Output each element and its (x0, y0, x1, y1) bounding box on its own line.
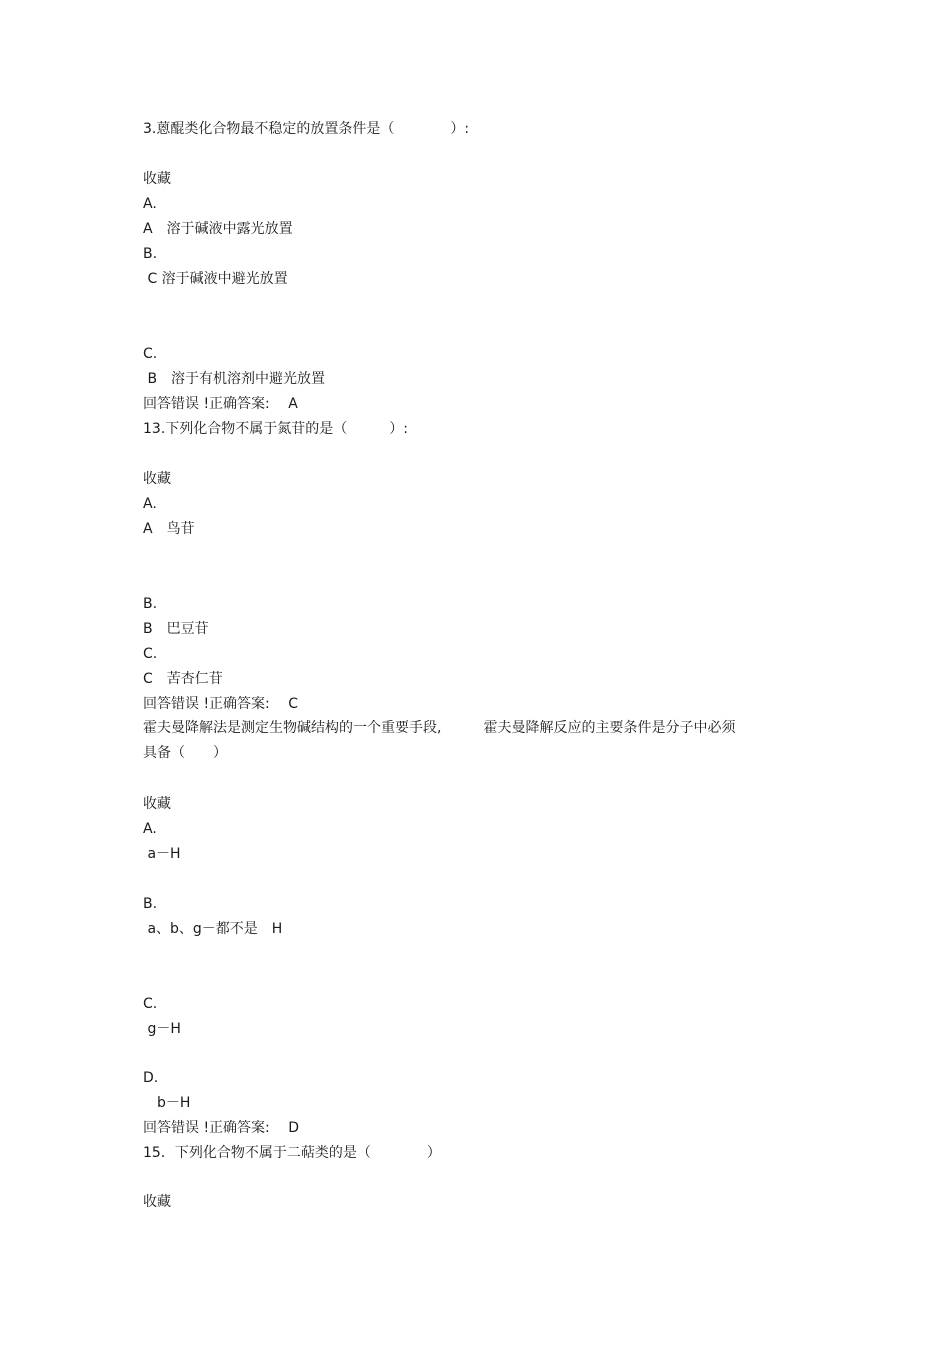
option-text-b: B 巴豆苷 (143, 621, 209, 637)
favorite-link[interactable]: 收藏 (143, 796, 171, 812)
option-text-c: B 溶于有机溶剂中避光放置 (143, 371, 326, 387)
favorite-link[interactable]: 收藏 (143, 171, 171, 187)
option-text-c: C 苦杏仁苷 (143, 671, 223, 687)
option-label-a: A. (143, 821, 157, 837)
option-label-a: A. (143, 496, 157, 512)
option-text-b: a、b、g－都不是 H (143, 921, 283, 937)
option-label-b: B. (143, 596, 158, 612)
option-label-d: D. (143, 1070, 159, 1086)
question-3-stem: 3.蒽醌类化合物最不稳定的放置条件是（ ）: (143, 121, 470, 137)
favorite-link[interactable]: 收藏 (143, 1194, 171, 1210)
option-label-b: B. (143, 246, 158, 262)
option-text-a: a－H (143, 846, 181, 862)
favorite-link[interactable]: 收藏 (143, 471, 171, 487)
option-label-c: C. (143, 646, 158, 662)
option-label-b: B. (143, 896, 158, 912)
option-text-b: C 溶于碱液中避光放置 (143, 271, 288, 287)
answer-feedback: 回答错误 !正确答案: C (143, 696, 299, 712)
answer-feedback: 回答错误 !正确答案: D (143, 1120, 300, 1136)
question-hofmann-stem: 霍夫曼降解法是测定生物碱结构的一个重要手段, 霍夫曼降解反应的主要条件是分子中必须 (143, 720, 736, 736)
question-15-stem: 15．下列化合物不属于二萜类的是（ ） (143, 1145, 441, 1161)
option-label-a: A. (143, 196, 157, 212)
option-label-c: C. (143, 996, 158, 1012)
option-label-c: C. (143, 346, 158, 362)
question-13-stem: 13.下列化合物不属于氮苷的是（ ）: (143, 421, 408, 437)
answer-feedback: 回答错误 !正确答案: A (143, 396, 298, 412)
option-text-d: b－H (143, 1095, 191, 1111)
question-hofmann-stem-cont: 具备（ ） (143, 745, 227, 761)
option-text-c: g－H (143, 1021, 181, 1037)
option-text-a: A 溶于碱液中露光放置 (143, 221, 293, 237)
option-text-a: A 鸟苷 (143, 521, 195, 537)
